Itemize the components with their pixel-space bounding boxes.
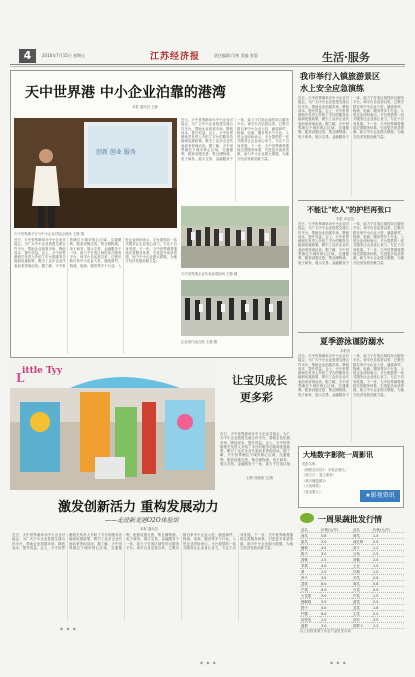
table-cell: 西红柿 [352,539,372,545]
table-cell: 土豆 [352,563,372,569]
table-cell: 0.6 [372,575,404,581]
kids-text: 近日，天中世界港举办中小企业对接会，为广大中小企业搭建交流合作平台，帮助企业拓展市场、降低成本、提升效益。会上，天中世界港相关负责人介绍了平台的服务功能和优惠政策，吸引了众多企业代表前来咨询洽谈。据了解，天中世界港位于城市核心区域，交通便利，配套设施完善，集仓储物流、电子商务、展示交易、金融服务于一体，致力于打造区域 [220,432,290,466]
date-line: 2016年7月15日 星期五 [42,53,86,58]
table-cell: 橙子 [300,605,320,611]
table-cell: 5.0 [320,593,352,599]
fruit-col-header: 品名 [352,527,372,533]
o2o-subtitle: ——走进新龙港O2O体验馆 [105,517,179,524]
fruit-col-header: 价格(元/斤) [320,527,352,533]
table-cell: 0.8 [320,533,352,539]
table-cell: 洋葱 [352,569,372,575]
table-cell: 芹菜 [352,593,372,599]
right2-title: 不能让"吃人"的护栏再张口 [307,205,392,214]
table-cell: 2.0 [320,539,352,545]
right2-byline: 本报 评论员 [336,217,355,221]
table-cell: 0.9 [372,587,404,593]
table-cell: 青椒 [352,557,372,563]
right1-title-1: 我市举行入镇旅游景区 [300,71,380,81]
lead-byline: 本报 通讯员 王静 [132,105,158,109]
lead-text-lower: 近日，天中世界港举办中小企业对接会，为广大中小企业搭建交流合作平台，帮助企业拓展市场、降低成本、提升效益。会上，天中世界港相关负责人介绍了平台的服务功能和优惠政策，吸引了众多企业代表前来咨询洽谈。据了解，天中世界港位于城市核心区域，交通便利，配套设施完善，集仓储物流、电子商务、展示交易、金融服务于一体，致力于打造区域性综合服务平台。该平台自运营以来，已吸引数百家中小企业入驻，涵盖商贸、物流、电商、服务等多个行业。入驻企业纷纷表示，平台提供的一站式服务让企业省心省力，专注于自身发展。下一步，天中世界港将继续完善服务体系，引进更多优质资源，助力中小企业做大做强，为地方经济发展贡献力量。 [14,238,177,268]
right1-text: 近日，天中世界港举办中小企业对接会，为广大中小企业搭建交流合作平台，帮助企业拓展市场、降低成本、提升效益。会上，天中世界港相关负责人介绍了平台的服务功能和优惠政策，吸引了众多企业代表前来咨询洽谈。据了解，天中世界港位于城市核心区域，交通便利，配套设施完善，集仓储物流、电子商务、展示交易、金融服务于一体，致力于打造区域性综合服务平台。该平台自运营以来，已吸引数百家中小企业入驻，涵盖商贸、物流、电商、服务等多个行业。入驻企业纷纷表示，平台提供的一站式服务让企业省心省力，专注于自身发展。下一步，天中世界港将继续完善服务体系，引进更多优质资源，助力中小企业做大做强，为地方经济发展贡献力量。 [298,96,404,139]
header-rule-thin [10,66,405,67]
table-cell: 5.5 [320,599,352,605]
o2o-text: 近日，天中世界港举办中小企业对接会，为广大中小企业搭建交流合作平台，帮助企业拓展市场、降低成本、提升效益。会上，天中世界港相关负责人介绍了平台的服务功能和优惠政策，吸引了众多企业代表前来咨询洽谈。据了解，天中世界港位于城市核心区域，交通便利，配套设施完善，集仓储物流、电子商务、展示交易、金融服务于一体，致力于打造区域性综合服务平台。该平台自运营以来，已吸引数百家中小企业入驻，涵盖商贸、物流、电商、服务等多个行业。入驻企业纷纷表示，平台提供的一站式服务让企业省心省力，专注于自身发展。下一步，天中世界港将继续完善服务体系，引进更多优质资源，助力中小企业做大做强，为地方经济发展贡献力量。 [12,533,293,550]
right3-title: 夏季游泳谨防溺水 [320,336,384,346]
o2o-footer-dots: ◆ ◆ ◆ [60,626,77,631]
right3-text: 近日，天中世界港举办中小企业对接会，为广大中小企业搭建交流合作平台，帮助企业拓展市场、降低成本、提升效益。会上，天中世界港相关负责人介绍了平台的服务功能和优惠政策，吸引了众多企业代表前来咨询洽谈。据了解，天中世界港位于城市核心区域，交通便利，配套设施完善，集仓储物流、电子商务、展示交易、金融服务于一体，致力于打造区域性综合服务平台。该平台自运营以来，已吸引数百家中小企业入驻，涵盖商贸、物流、电商、服务等多个行业。入驻企业纷纷表示，平台提供的一站式服务让企业省心省力，专注于自身发展。下一步，天中世界港将继续完善服务体系，引进更多优质资源，助力中小企业做大做强，为地方经济发展贡献力量。 [298,354,404,397]
table-cell: 1.2 [372,545,404,551]
kids-author: 王静 刘晓燕 文/图 [246,476,274,480]
table-cell: 8.0 [320,581,352,587]
right2-text: 近日，天中世界港举办中小企业对接会，为广大中小企业搭建交流合作平台，帮助企业拓展市场、降低成本、提升效益。会上，天中世界港相关负责人介绍了平台的服务功能和优惠政策，吸引了众多企业代表前来咨询洽谈。据了解，天中世界港位于城市核心区域，交通便利，配套设施完善，集仓储物流、电子商务、展示交易、金融服务于一体，致力于打造区域性综合服务平台。该平台自运营以来，已吸引数百家中小企业入驻，涵盖商贸、物流、电商、服务等多个行业。入驻企业纷纷表示，平台提供的一站式服务让企业省心省力，专注于自身发展。下一步，天中世界港将继续完善服务体系，引进更多优质资源，助力中小企业做大做强，为地方经济发展贡献力量。 [298,222,404,265]
table-cell: 甜瓜 [300,539,320,545]
o2o-title: 激发创新活力 重构发展动力 [58,500,219,515]
table-cell: 黄瓜 [352,533,372,539]
table-cell: 胡萝卜 [352,623,372,629]
right3-byline: 本报讯 [340,349,351,353]
section-title: 生活·服务 [322,51,370,64]
crowd-caption-2: 企业家代表合影 王静 摄 [181,340,218,344]
table-cell: 6.0 [320,611,352,617]
table-cell: 2.0 [372,539,404,545]
table-cell: 哈密瓜 [300,617,320,623]
cinema-line: 《海底总动员2：多莉去哪儿》 [302,467,349,472]
table-cell: 4.5 [320,545,352,551]
table-cell: 茄子 [352,545,372,551]
table-cell: 猕猴桃 [300,599,320,605]
cinema-line: 《赏金猎人》 [302,489,323,494]
table-cell: 葡萄 [300,545,320,551]
right3-rule [298,332,404,333]
table-cell: 1.5 [372,533,404,539]
cinema-line: 电影名称 [302,462,316,466]
crowd-photo-1 [181,206,289,268]
lead-title: 天中世界港 中小企业泊靠的港湾 [25,85,226,101]
table-cell: 韭菜 [352,605,372,611]
table-cell: 苹果 [300,563,320,569]
presenter-photo [14,118,177,228]
svg-text:L: L [16,371,25,385]
kids-store-sign: ittle Tyy [22,366,63,376]
cinema-list [302,462,354,495]
page-number: 4 [19,49,36,63]
right2-rule [298,200,404,201]
table-cell: 1.0 [372,563,404,569]
table-cell: 3.0 [320,623,352,629]
table-cell: 2.0 [372,557,404,563]
table-cell: 4.0 [320,605,352,611]
table-cell: 菠菜 [352,599,372,605]
cinema-button-label: 影视资讯 [370,492,395,499]
table-cell: 3.0 [320,551,352,557]
lead-text-upper: 近日，天中世界港举办中小企业对接会，为广大中小企业搭建交流合作平台，帮助企业拓展市场、降低成本、提升效益。会上，天中世界港相关负责人介绍了平台的服务功能和优惠政策，吸引了众多企业代表前来咨询洽谈。据了解，天中世界港位于城市核心区域，交通便利，配套设施完善，集仓储物流、电子商务、展示交易、金融服务于一体，致力于打造区域性综合服务平台。该平台自运营以来，已吸引数百家中小企业入驻，涵盖商贸、物流、电商、服务等多个行业。入驻企业纷纷表示，平台提供的一站式服务让企业省心省力，专注于自身发展。下一步，天中世界港将继续完善服务体系，引进更多优质资源，助力中小企业做大做强，为地方经济发展贡献力量。 [181,118,289,161]
table-cell: 豆角 [352,551,372,557]
table-cell: 荔枝 [300,581,320,587]
masthead: 江苏经济报 [150,52,201,62]
o2o-byline: 本报 通讯员 [140,527,159,531]
cinema-info-button[interactable] [360,490,400,502]
crowd-photo-2 [181,280,289,336]
lead-photo-caption: 天中世界港平台与中小企业对接会现场 王静 摄 [14,232,84,236]
table-cell: 1.8 [372,605,404,611]
table-cell: 蒜苔 [352,617,372,623]
table-cell: 火龙果 [300,593,320,599]
footer-dots-right: ◆ ◆ ◆ [330,660,347,665]
table-cell: 1.2 [372,623,404,629]
right1-title-2: 水上安全应急演练 [300,83,364,93]
fruit-note: 以上价格来源于市农产品批发市场 [300,629,351,633]
table-cell: 李子 [300,575,320,581]
table-cell: 2.5 [372,551,404,557]
cinema-line: 《独立日：卷土重来》 [302,473,336,477]
table-cell: 2.5 [320,557,352,563]
table-cell: 菠萝 [300,623,320,629]
kids-title-2: 更多彩 [240,391,273,404]
cinema-title: 大地数字影院一周影讯 [303,450,373,459]
table-cell: 3.5 [372,617,404,623]
star-icon: ★ [365,492,371,499]
header-rule [10,64,405,65]
table-cell: 柠檬 [300,611,320,617]
table-cell: 南瓜 [352,581,372,587]
table-cell: 香蕉 [300,557,320,563]
table-cell: 2.5 [320,617,352,623]
table-cell: 2.0 [372,611,404,617]
table-cell: 芒果 [300,587,320,593]
table-cell: 3.5 [320,575,352,581]
table-cell: 6.0 [320,587,352,593]
table-cell: 1.0 [372,569,404,575]
table-cell: 生菜 [352,611,372,617]
cinema-line: 《大鱼海棠》 [302,484,323,488]
table-cell: 西瓜 [300,533,320,539]
table-cell: 4.0 [320,563,352,569]
kids-store-photo [10,362,215,490]
editor-line: 责任编辑 闫伟 美编 张恩 [214,53,258,58]
table-cell: 梨 [300,569,320,575]
table-cell: 2.5 [320,569,352,575]
table-cell: 白菜 [352,587,372,593]
table-cell: 0.8 [372,581,404,587]
cinema-line: 《惊天魔盗团2》 [302,478,328,483]
fruit-title: 一周果蔬批发行情 [318,514,382,524]
crowd-caption-1: 天中世界港企业代表参观现场 王静 摄 [181,272,238,276]
fruit-col-header: 品名 [300,527,320,533]
table-cell: 桃子 [300,551,320,557]
table-cell: 1.5 [372,593,404,599]
table-cell: 2.0 [372,599,404,605]
kids-title-1: 让宝贝成长 [232,374,287,387]
fruit-table [300,527,404,629]
table-cell: 冬瓜 [352,575,372,581]
footer-dots: ◆ ◆ ◆ [200,660,217,665]
fruit-icon [300,513,314,523]
svg-text:创新 创业 服务: 创新 创业 服务 [96,149,136,156]
fruit-col-header: 价格(元/斤) [372,527,404,533]
